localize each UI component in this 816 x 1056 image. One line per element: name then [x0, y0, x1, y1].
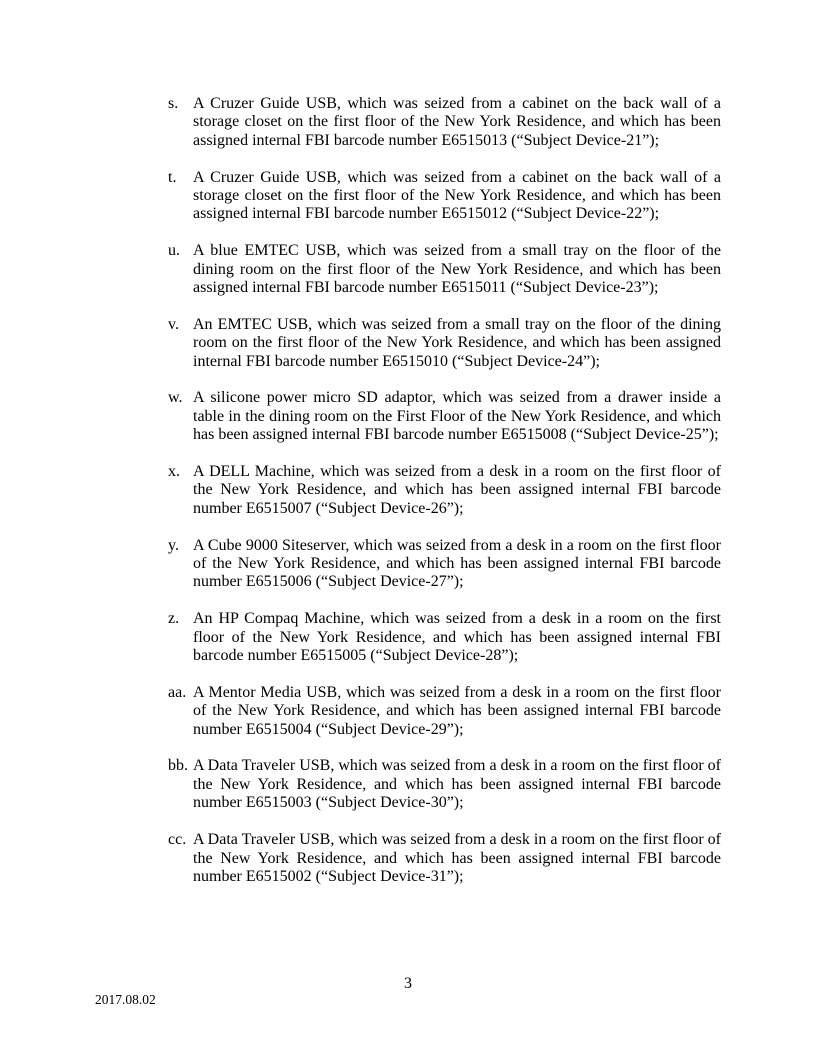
list-item — [168, 831, 722, 886]
footer-date: 2017.08.02 — [95, 992, 156, 1007]
item-text: A blue EMTEC USB, which was seized from a small tray on the floor of the dining room on the first floor of the New York Residence, and which has been assigned internal FBI barcode number E6515011 (“Subject Device-23”); — [193, 242, 721, 297]
item-label: v. — [168, 315, 179, 333]
item-text: A Data Traveler USB, which was seized from a desk in a room on the first floor of the New York Residence, and which has been assigned internal FBI barcode number E6515003 (“Subject Device-30”); — [193, 757, 721, 812]
item-label: z. — [168, 610, 180, 628]
list-item — [168, 684, 722, 739]
item-label: s. — [168, 95, 179, 112]
list-item — [168, 95, 722, 150]
list-item — [168, 610, 722, 665]
item-text: An EMTEC USB, which was seized from a small tray on the floor of the dining room on the first floor of the New York Residence, and which has been assigned internal FBI barcode number E6515010 (“Subject Device-24”); — [193, 315, 721, 370]
item-label: y. — [168, 536, 179, 554]
list-item — [168, 757, 722, 812]
list-item — [168, 242, 722, 297]
item-text: A DELL Machine, which was seized from a desk in a room on the first floor of the New York Residence, and which has been assigned internal FBI barcode number E6515007 (“Subject Device-26”); — [193, 463, 721, 517]
item-label: t. — [168, 168, 177, 186]
item-text: A Data Traveler USB, which was seized from a desk in a room on the first floor of the New York Residence, and which has been assigned internal FBI barcode number E6515002 (“Subject Device-31”); — [193, 831, 721, 885]
list-item — [168, 169, 722, 224]
item-text: A silicone power micro SD adaptor, which was seized from a drawer inside a table in the dining room on the First Floor of the New York Residence, and which has been assigned internal FBI barcode number E6515008 (“Subject Device-25”); — [193, 389, 721, 444]
list-item — [168, 316, 722, 371]
item-text: A Cruzer Guide USB, which was seized from a cabinet on the back wall of a storage closet on the first floor of the New York Residence, and which has been assigned internal FBI barcode number E6515012 (“Subject Device-22”); — [193, 168, 721, 223]
item-text: An HP Compaq Machine, which was seized from a desk in a room on the first floor of the New York Residence, and which has been assigned internal FBI barcode number E6515005 (“Subject Device-28”); — [193, 610, 721, 665]
item-text: A Cruzer Guide USB, which was seized from a cabinet on the back wall of a storage closet on the first floor of the New York Residence, and which has been assigned internal FBI barcode number E6515013 (“Subject Device-21”); — [193, 95, 721, 149]
seized-device-list — [168, 95, 722, 905]
item-text: A Mentor Media USB, which was seized from a desk in a room on the first floor of the New York Residence, and which has been assigned internal FBI barcode number E6515004 (“Subject Device-29”); — [193, 683, 721, 738]
item-label: bb. — [168, 757, 188, 775]
list-item — [168, 389, 722, 444]
item-label: w. — [168, 389, 183, 407]
item-label: aa. — [168, 683, 187, 701]
item-label: cc. — [168, 831, 187, 849]
item-label: x. — [168, 463, 180, 481]
item-label: u. — [168, 242, 180, 260]
list-item — [168, 537, 722, 592]
page-number: 3 — [404, 975, 412, 992]
list-item — [168, 463, 722, 518]
item-text: A Cube 9000 Siteserver, which was seized from a desk in a room on the first floor of the New York Residence, and which has been assigned internal FBI barcode number E6515006 (“Subject Device-27”); — [193, 536, 721, 591]
